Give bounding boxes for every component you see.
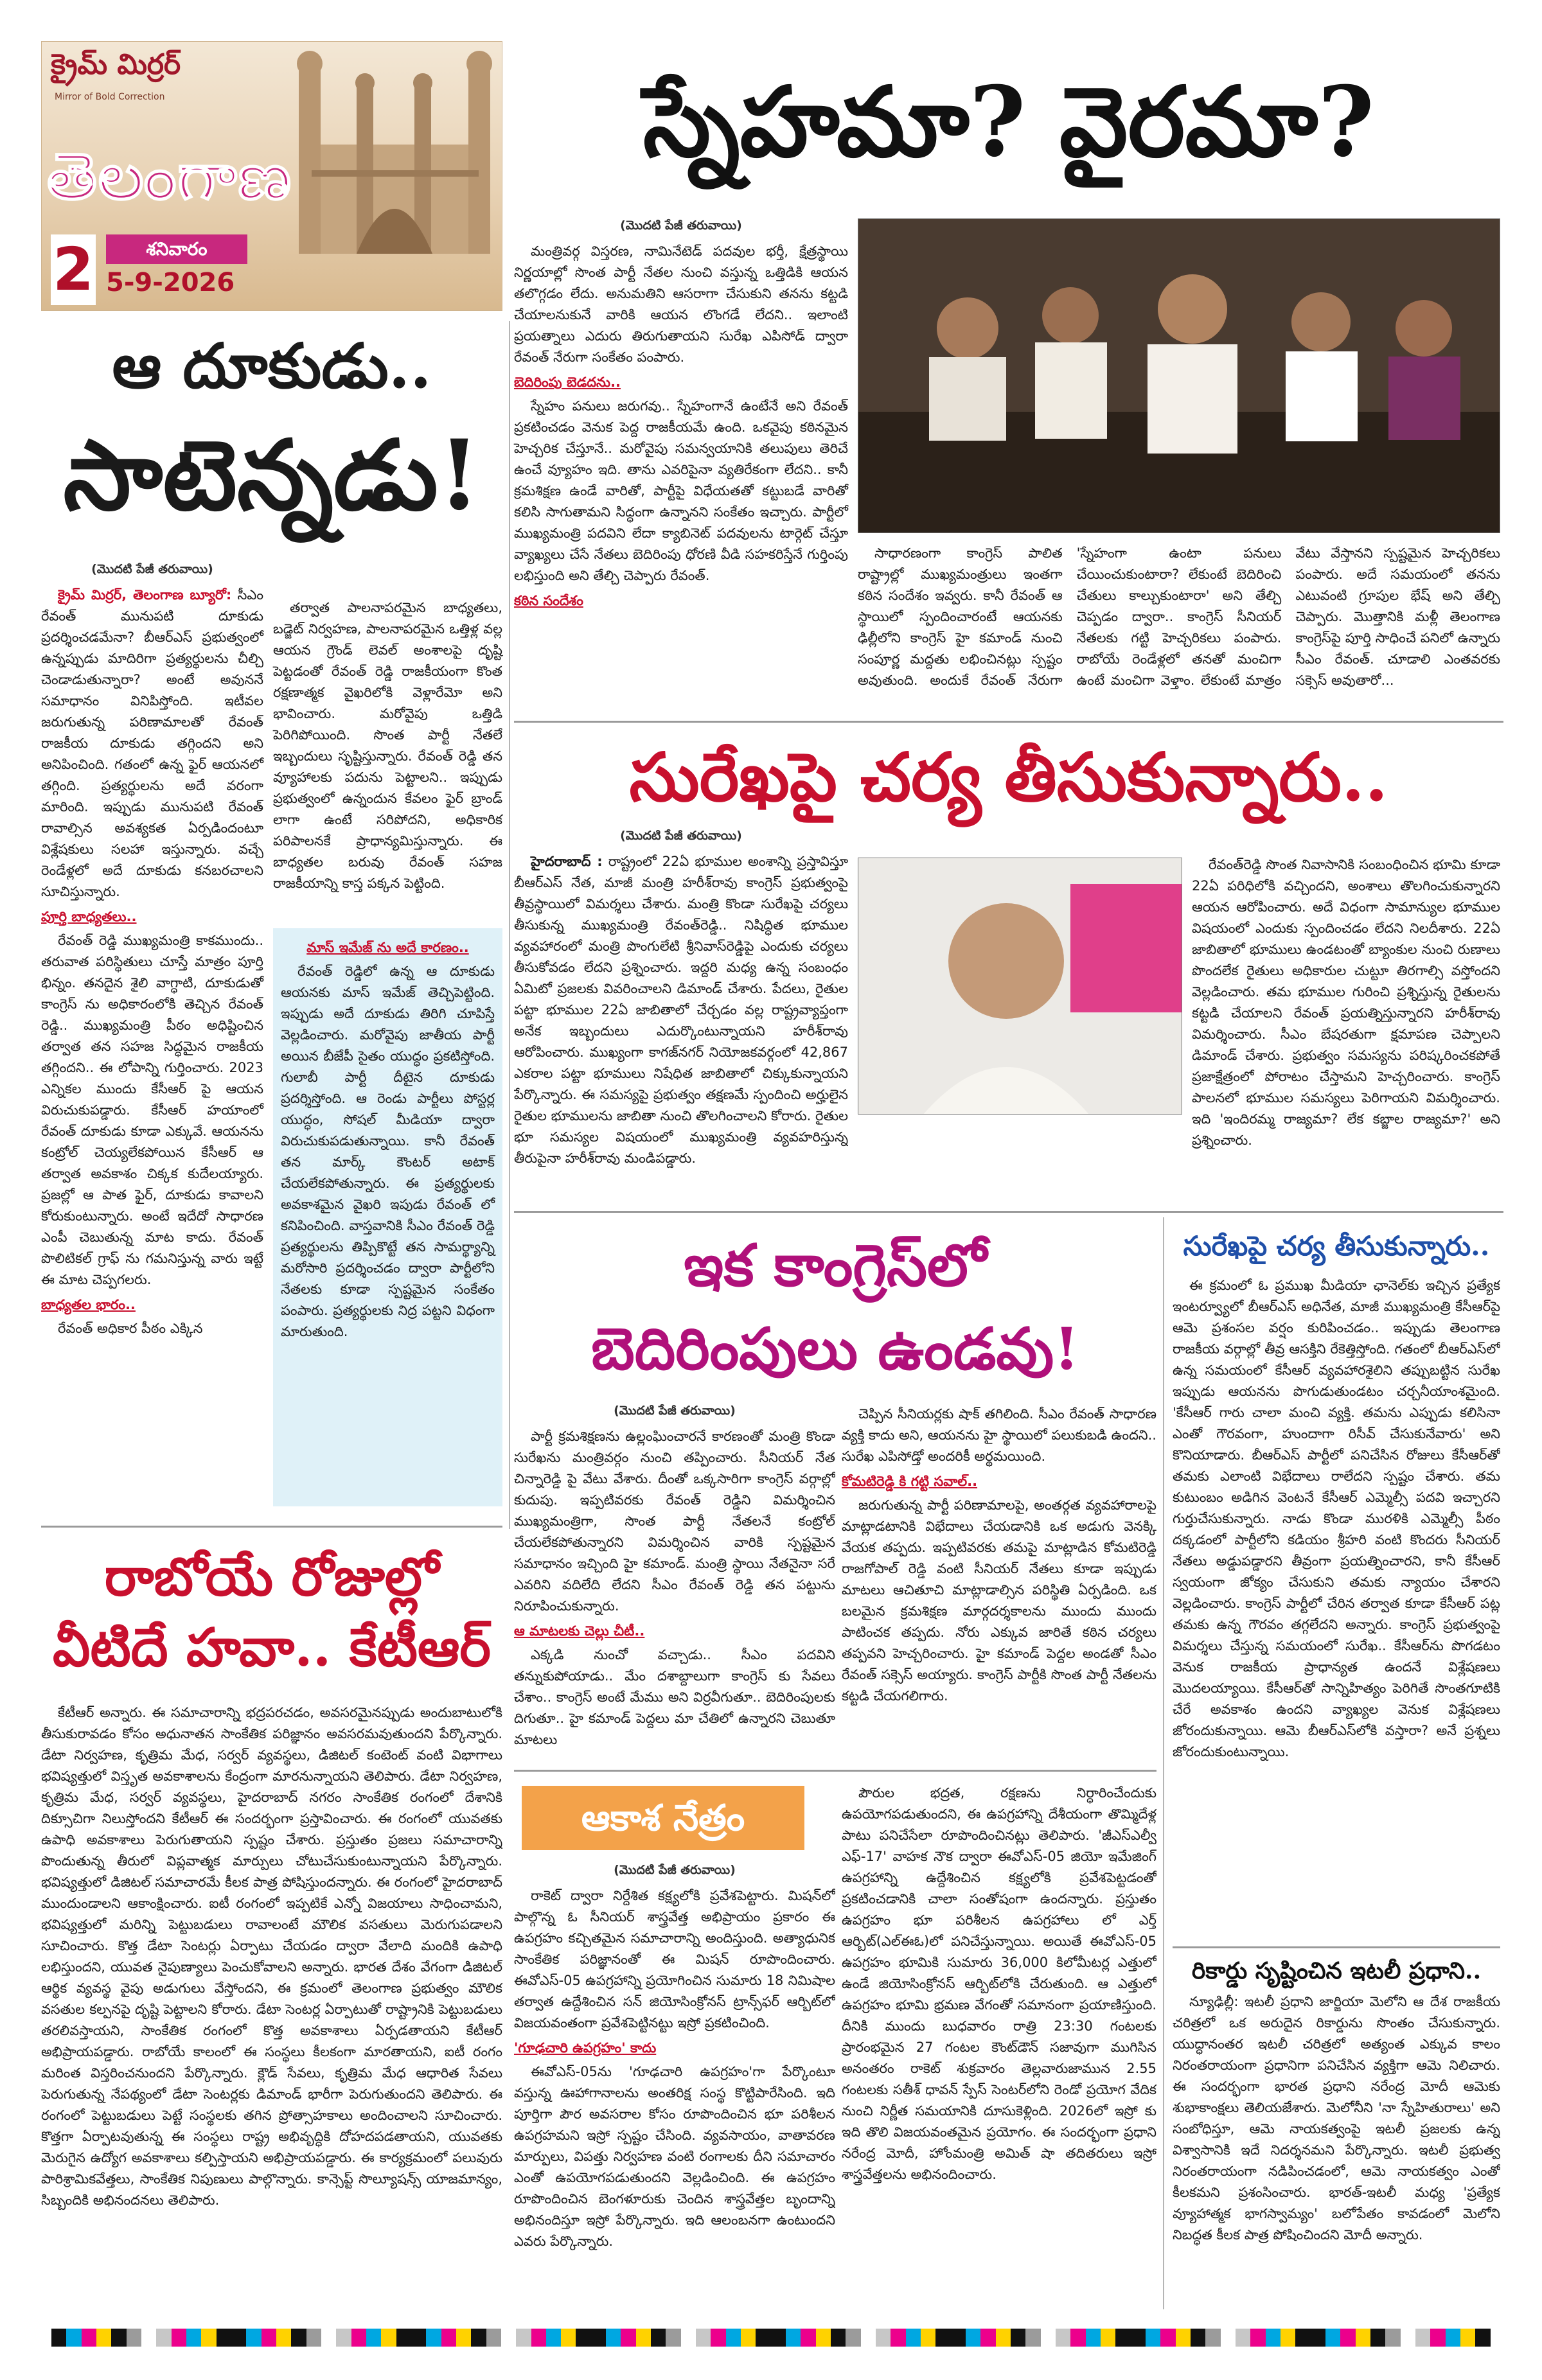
left-cont-tag: (మొదటి పేజీ తరువాయి) — [91, 562, 213, 576]
color-swatch — [156, 2329, 171, 2347]
harish-kcr-body — [1173, 1275, 1500, 1943]
color-swatch — [891, 2329, 905, 2347]
lead-cont-tag: (మొదటి పేజీ తరువాయి) — [620, 218, 742, 233]
color-swatch — [576, 2329, 590, 2347]
color-swatch — [801, 2329, 815, 2347]
congress-subhead: ఆ మాటలకు చెల్లు చీటీ.. — [514, 1623, 645, 1639]
color-swatch — [876, 2329, 891, 2347]
congress-cont-tag: (మొదటి పేజీ తరువాయి) — [614, 1404, 736, 1418]
color-swatch — [1356, 2329, 1370, 2347]
color-swatch — [172, 2329, 186, 2347]
color-swatch — [516, 2329, 531, 2347]
italy-headline: రికార్డు సృష్టించిన ఇటలీ ప్రధాని.. — [1191, 1957, 1482, 1984]
congress-paragraph: జరుగుతున్న పార్టీ పరిణామాలపై, అంతర్గత వ్యవహారాలపై మాట్లాడటానికి విభేదాలు చేయడానికి ఒక అడుగు వెనక్కి వేయక తప్పదు. ఇప్పటివరకు తమపై మాట్లాడిన కోమటిరెడ్డి రాజగోపాల్ రెడ్డి వంటి సీనియర్ నేతలు కూడా ఇప్పుడు మాటలు ఆచితూచి మాట్లాడాల్సిన పరిస్థితి ఏర్పడింది. ఒక బలమైన క్రమశిక్షణ మార్గదర్శకాలను ముందు ముందు పాటించక తప్పదు. నోరు ఎక్కువ జారితే కఠిన చర్యలు తప్పవని హెచ్చరించారు. హై కమాండ్ పెద్దల అండతో సీఎం రేవంత్ సక్సెస్ అయ్యారు. కాంగ్రెస్ పార్టీకి సొంత పార్టీ నేతలను కట్టడి చేయగలిగారు. — [842, 1497, 1156, 1704]
color-swatch — [1250, 2329, 1265, 2347]
akasa-paragraph: పౌరుల భద్రత, రక్షణను నిర్ధారించేందుకు ఉపయోగపడుతుందని, ఈ ఉపగ్రహాన్ని దేశీయంగా తొమ్మిదేళ్ల పాటు పనిచేసేలా రూపొందించినట్లు తెలిపారు. 'జీఎస్ఎల్వీ ఎఫ్-17' వాహక నౌక ద్వారా ఈవోఎస్-05 జియో ఇమేజింగ్ ఉపగ్రహాన్ని ఉద్దేశించిన కక్ష్యలోకి ప్రవేశపెట్టడంతో ప్రకటించడానికి చాలా సంతోషంగా ఉందన్నారు. ప్రస్తుతం ఉపగ్రహం భూ పరిశీలన ఉపగ్రహాలు లో ఎర్త్ ఆర్బిట్(ఎల్ఈఓ)లో పనిచేస్తున్నాయి. అయితే ఈవోఎస్-05 ఉపగ్రహం భూమికి సుమారు 36,000 కిలోమీటర్ల ఎత్తులో ఉండే జియోసింక్రోనస్ ఆర్బిట్‌లోకి చేరుతుంది. ఆ ఎత్తులో ఉపగ్రహం భూమి భ్రమణ వేగంతో సమానంగా ప్రయాణిస్తుంది. దీనికి ముందు బుధవారం రాత్రి 23:30 గంటలకు ప్రారంభమైన 27 గంటల కౌంట్‌డౌన్ సజావుగా ముగిసిన అనంతరం రాకెట్ శుక్రవారం తెల్లవారుజామున 2.55 గంటలకు సతీశ్ ధావన్ స్పేస్ సెంటర్‌లోని రెండో ప్రయోగ వేదిక నుంచి నిర్ణీత సమయానికి దూసుకెళ్లింది. 2026లో ఇస్రో కు ఇది తొలి విజయవంతమైన ప్రయోగం. ఈ సందర్భంగా ప్రధాని నరేంద్ర మోదీ, హోంమంత్రి అమిత్ షా తదితరులు ఇస్రో శాస్త్రవేత్తలను అభినందించారు. — [842, 1785, 1156, 2182]
color-swatch — [531, 2329, 546, 2347]
color-swatch — [980, 2329, 995, 2347]
color-swatch — [696, 2329, 711, 2347]
harish-photo — [858, 858, 1182, 1115]
lead-subhead: కఠిన సందేశం — [514, 593, 583, 608]
left-story-col2 — [273, 597, 502, 919]
surekha-col3 — [1192, 854, 1500, 1204]
day-label: శనివారం — [106, 234, 247, 264]
ktr-headline-1: రాబోయే రోజుల్లో — [104, 1546, 439, 1608]
color-swatch — [1236, 2329, 1250, 2347]
color-swatch — [1115, 2329, 1130, 2347]
color-swatch — [621, 2329, 635, 2347]
color-swatch — [246, 2329, 261, 2347]
color-swatch — [217, 2329, 231, 2347]
box-text — [281, 961, 495, 1343]
color-swatch — [786, 2329, 801, 2347]
color-swatch — [636, 2329, 651, 2347]
divider — [509, 321, 510, 1529]
color-swatch — [456, 2329, 471, 2347]
color-swatch — [321, 2329, 336, 2347]
color-swatch — [591, 2329, 606, 2347]
lead-photo — [858, 218, 1500, 533]
lead-story-body — [514, 218, 848, 713]
congress-headline-2: బెదిరింపులు ఉండవు! — [591, 1315, 1079, 1383]
date-label: 5-9-2026 — [106, 268, 235, 297]
color-swatch — [1191, 2329, 1205, 2347]
color-swatch — [441, 2329, 456, 2347]
ktr-headline-box — [41, 1542, 502, 1689]
surekha-paragraph: హైదరాబాద్ : రాష్ట్రంలో 22ఏ భూముల అంశాన్ని ప్రస్తావిస్తూ బీఆర్ఎస్ నేత, మాజీ మంత్రి హరీశ్‌రావు కాంగ్రెస్ ప్రభుత్వంపై తీవ్రస్థాయిలో విమర్శలు చేశారు. మంత్రి కొండా సురేఖపై చర్యలు తీసుకున్న ముఖ్యమంత్రి రేవంత్‌రెడ్డి.. నిషిద్ధిత భూముల వ్యవహారంలో మంత్రి పొంగులేటి శ్రీనివాస్‌రెడ్డిపై ఎందుకు చర్యలు తీసుకోవడం లేదని ప్రశ్నించారు. ఇద్దరి మధ్య ఉన్న సంబంధం ఏమిటో ప్రజలకు వివరించాలని డిమాండ్ చేశారు. పేదలు, రైతుల పట్టా భూముల 22ఏ జాబితాలో చేర్చడం వల్ల రాష్ట్రవ్యాప్తంగా అనేక ఇబ్బందులు ఎదుర్కొంటున్నాయని హరీశ్‌రావు ఆరోపించారు. ముఖ్యంగా కాగజ్‌నగర్ నియోజకవర్గంలో 42,867 ఎకరాల పట్టా భూములు నిషేధిత జాబితాలో చిక్కుకున్నాయని పేర్కొన్నారు. ఈ సమస్యపై ప్రభుత్వం తక్షణమే స్పందించి అర్హులైన రైతుల భూములను జాబితా నుంచి తొలగించాలని కోరారు. రైతుల భూ సమస్యల విషయంలో ముఖ్యమంత్రి వ్యవహరిస్తున్న తీరుపైనా హరీశ్‌రావు మండిపడ్డారు. — [514, 854, 848, 1166]
printer-color-bar — [51, 2329, 1491, 2347]
color-swatch — [846, 2329, 860, 2347]
left-paragraph: రేవంత్ అధికార పీఠం ఎక్కిన — [58, 1321, 203, 1336]
color-swatch — [1025, 2329, 1040, 2347]
surekha-col2 — [858, 1121, 1182, 1204]
color-swatch — [276, 2329, 291, 2347]
color-swatch — [561, 2329, 576, 2347]
color-swatch — [1160, 2329, 1175, 2347]
color-swatch — [51, 2329, 66, 2347]
color-swatch — [1340, 2329, 1355, 2347]
lead-text — [514, 241, 848, 612]
congress-subhead: కోమటిరెడ్డి కి గట్టి సవాల్.. — [842, 1474, 978, 1489]
congress-col1 — [514, 1404, 835, 1763]
color-swatch — [1475, 2329, 1490, 2347]
color-swatch — [1205, 2329, 1220, 2347]
color-swatch — [1281, 2329, 1295, 2347]
color-swatch — [1370, 2329, 1385, 2347]
color-swatch — [396, 2329, 411, 2347]
brand-logo: క్రైమ్ మిర్రర్ — [51, 48, 181, 81]
lead-paragraph: మంత్రివర్గ విస్తరణ, నామినేటెడ్ పదవుల భర్తీ, క్షేత్రస్థాయి నిర్ణయాల్లో సొంత పార్టీ నేతల నుంచి వస్తున్న ఒత్తిడికి ఆయన తలొగ్గడం లేదు. అనుమతిని ఆసరాగా చేసుకుని తనను కట్టడి చేయాలనుకునే వారికి ఆయన లొంగడే లేదని.. ఇలాంటి ప్రయత్నాలు ఎదురు తిరుగుతాయని సురేఖ ఎపిసోడ్ ద్వారా రేవంత్ నేరుగా సంకేతం పంపారు. — [514, 243, 848, 365]
color-swatch — [366, 2329, 381, 2347]
color-swatch — [546, 2329, 561, 2347]
page-number: 2 — [51, 234, 96, 305]
divider — [41, 1526, 502, 1528]
dateline: క్రైమ్ మిర్రర్, తెలంగాణ బ్యూరో: — [58, 587, 232, 603]
color-swatch — [291, 2329, 306, 2347]
color-swatch — [966, 2329, 980, 2347]
color-swatch — [996, 2329, 1011, 2347]
box-heading: మాస్ ఇమేజ్ ను అదే కారణం.. — [306, 940, 469, 955]
color-swatch — [741, 2329, 756, 2347]
brand-tagline: Mirror of Bold Correction — [55, 92, 165, 102]
box-paragraph: రేవంత్ రెడ్డిలో ఉన్న ఆ దూకుడు ఆయనకు మాస్ ఇమేజ్ తెచ్చిపెట్టింది. ఇప్పుడు అదే దూకుడు తిరిగి చూపిస్తే వెల్లడించారు. మరోవైపు జాతీయ పార్టీ అయిన బీజేపీ సైతం యుద్ధం ప్రకటిస్తోంది. గులాబీ పార్టీ దీటైన దూకుడు ప్రదర్శిస్తోంది. ఆ రెండు పార్టీలు పోస్టర్ల యుద్ధం, సోషల్ మీడియా ద్వారా విరుచుకుపడుతున్నాయి. కానీ రేవంత్ తన మార్క్ కౌంటర్ అటాక్ చేయలేకపోతున్నారు. ఈ ప్రత్యర్థులకు అవకాశమైన వైఖరి ఇపుడు రేవంత్ లో కనిపించింది. వాస్తవానికి సీఎం రేవంత్ రెడ్డి ప్రత్యర్థులను తిప్పికొట్టే తన సామర్థ్యాన్ని మరోసారి ప్రదర్శించడం ద్వారా పార్టీలోని నేతలకు కూడా స్పష్టమైన సంకేతం పంపారు. ప్రత్యర్థులకు నిద్ర పట్టని విధంగా మారుతుంది. — [281, 964, 495, 1339]
color-swatch — [726, 2329, 741, 2347]
color-swatch — [771, 2329, 786, 2347]
color-swatch — [1086, 2329, 1101, 2347]
lead-paragraph: స్నేహం పనులు జరుగవు.. స్నేహంగానే ఉంటేనే అని రేవంత్ ప్రకటించడం వెనుక పెద్ద రాజకీయమే ఉంది. ఒకవైపు కఠినమైన హెచ్చరిక చేస్తూనే.. మరోవైపు సమన్వయానికి తలుపులు తెరిచే ఉంచే వ్యూహం ఇది. తాను ఎవరిపైనా వ్యతిరేకంగా లేదని.. కానీ క్రమశిక్షణ ఉండే వారితో, పార్టీపై విధేయతతో కట్టుబడే వారితో కలిసి సాగుతామని సిద్ధంగా ఉన్నానని సంకేతం ఇచ్చారు. పార్టీలో ముఖ్యమంత్రి పదవిని లేదా క్యాబినెట్ పదవులను టార్గెట్ చేస్తూ వ్యాఖ్యలు చేసే నేతలు బెదిరింపు ధోరణి వీడి సహకరిస్తేనే గుర్తింపు లభిస్తుంది అని తేల్చి చెప్పారు రేవంత్. — [514, 398, 848, 583]
color-swatch — [651, 2329, 666, 2347]
color-swatch — [201, 2329, 216, 2347]
left-text — [41, 585, 263, 1339]
color-swatches — [51, 2329, 1491, 2347]
color-swatch — [261, 2329, 276, 2347]
color-swatch — [471, 2329, 486, 2347]
left-subhead: పూర్తి బాధ్యతలు.. — [41, 909, 137, 924]
congress-headline-1: ఇక కాంగ్రెస్‌లో — [684, 1231, 987, 1300]
section-title: తెలంగాణ — [47, 138, 293, 214]
color-swatch — [96, 2329, 111, 2347]
meeting-photo-illustration — [858, 219, 1500, 533]
congress-paragraph: పార్టీ క్రమశిక్షణను ఉల్లంఘించారనే కారణంతో మంత్రి కొండా సురేఖను మంత్రివర్గం నుంచి తప్పించారు. సీనియర్ నేత చిన్నారెడ్డి పై వేటు వేశారు. దీంతో ఒక్కసారిగా కాంగ్రెస్ వర్గాల్లో కుదుపు. ఇప్పటివరకు రేవంత్ రెడ్డిని విమర్శించిన ముఖ్యమంత్రిగా, సొంత పార్టీ నేతలనే కంట్రోల్ చేయలేకపోతున్నారని విమర్శించిన వారికి స్పష్టమైన సమాధానం ఇచ్చింది హై కమాండ్. మంత్రి స్థాయి నేతనైనా సరే ఎవరిని వదిలేది లేదని సీఎం రేవంత్ రెడ్డి తన పట్టును నిరూపించుకున్నారు. — [514, 1429, 835, 1614]
color-swatch — [1176, 2329, 1191, 2347]
color-swatch — [1101, 2329, 1115, 2347]
color-swatch — [756, 2329, 770, 2347]
akasa-paragraph: రాకెట్ ద్వారా నిర్దేశిత కక్ష్యలోకి ప్రవేశపెట్టారు. మిషన్‌లో పాల్గొన్న ఓ సీనియర్ శాస్త్రవేత్త అభిప్రాయం ప్రకారం ఈ ఉపగ్రహం కచ్చితమైన సమాచారాన్ని అందిస్తుంది. అత్యాధునిక సాంకేతిక పరిజ్ఞానంతో ఈ మిషన్ రూపొందించారు. ఈవోఎస్-05 ఉపగ్రహాన్ని ప్రయోగించిన సుమారు 18 నిమిషాల తర్వాత ఉద్దేశించిన సన్ జియోసింక్రోనస్ ట్రాన్స్‌ఫర్ ఆర్బిట్‌లో విజయవంతంగా ప్రవేశపెట్టినట్టు ఇస్రో ప్రకటించింది. — [514, 1888, 835, 2031]
color-swatch — [681, 2329, 696, 2347]
akasa-subhead: 'గూఢచారి ఉపగ్రహం' కాదు — [514, 2040, 657, 2056]
color-swatch — [666, 2329, 680, 2347]
akasa-paragraph: ఈవోఎస్-05ను 'గూఢచారి ఉపగ్రహం'గా పేర్కొంటూ వస్తున్న ఊహాగానాలను అంతరిక్ష సంస్థ కొట్టిపారేసింది. ఇది పూర్తిగా పౌర అవసరాల కోసం రూపొందించిన భూ పరిశీలన ఉపగ్రహమని ఇస్రో స్పష్టం చేసింది. వ్యవసాయం, వాతావరణ మార్పులు, విపత్తు నిర్వహణ వంటి రంగాలకు దీని సమాచారం ఎంతో ఉపయోగపడుతుందని వెల్లడించింది. ఈ ఉపగ్రహం రూపొందించిన బెంగళూరుకు చెందిన శాస్త్రవేత్తల బృందాన్ని అభినందిస్తూ ఇస్రో పేర్కొన్నారు. ఇది ఆలంబనగా ఉంటుందని ఎవరు పేర్కొన్నారు. — [514, 2064, 835, 2249]
color-swatch — [1401, 2329, 1415, 2347]
lead-headline: స్నేహమా? వైరమా? — [642, 66, 1375, 179]
left-paragraph: తర్వాత పాలనాపరమైన బాధ్యతలు, బడ్జెట్ నిర్వహణ, పాలనాపరమైన ఒత్తిళ్ల వల్ల ఆయన గ్రౌండ్ లెవల్ అంశాలపై దృష్టి పెట్టడంతో రేవంత్ రెడ్డి రాజకీయంగా కొంత రక్షణాత్మక వైఖరిలోకి వెళ్లారేమో అని భావించారు. మరోవైపు ఒత్తిడి పెరిగిపోయింది. సొంత పార్టీ నేతలే ఇబ్బందులు సృష్టిస్తున్నారు. రేవంత్ రెడ్డి తన వ్యూహాలకు పదును పెట్టాలని.. ఇప్పుడు ప్రభుత్వంలో ఉన్నందున కేవలం ఫైర్ బ్రాండ్ లాగా ఉంటే సరిపోదని, అధికారిక పరిపాలనకే ప్రాధాన్యమిస్తున్నారు. ఈ బాధ్యతల బరువు రేవంత్ సహజ రాజకీయాన్ని కాస్త పక్కన పెట్టింది. — [273, 600, 502, 891]
dateline: హైదరాబాద్ : — [531, 854, 603, 869]
ktr-paragraph: కేటీఆర్ అన్నారు. ఈ సమాచారాన్ని భద్రపరచడం, అవసరమైనప్పుడు అందుబాటులోకి తీసుకురావడం కోసం అధునాతన సాంకేతిక పరిజ్ఞానం అవసరమవుతుందని పేర్కొన్నారు. డేటా నిర్వహణ, కృత్రిమ మేధ, సర్వర్ వ్యవస్థలు, డిజిటల్ కంటెంట్ వంటి విభాగాలు భవిష్యత్తులో విస్తృత అవకాశాలను కేంద్రంగా మారనున్నాయని తెలిపారు. డేటా నిర్వహణ, కృత్రిమ మేధ, సర్వర్ వ్యవస్థలు, హైదరాబాద్ నగరం సాంకేతిక రంగంలో దేశానికి దిక్సూచిగా నిలుస్తోందని కేటీఆర్ ఈ సందర్భంగా ప్రస్తావించారు. ఈ రంగంలో యువతకు ఉపాధి అవకాశాలు పెరుగుతాయని స్పష్టం చేశారు. ప్రస్తుతం ప్రజలు సమాచారాన్ని పొందుతున్న తీరులో విప్లవాత్మక మార్పులు చోటుచేసుకుంటున్నాయని పేర్కొన్నారు. భవిష్యత్తులో డిజిటల్ సమాచారమే కీలక పాత్ర పోషిస్తుందన్నారు. ఈ రంగంలో హైదరాబాద్ ముందుండాలని ఆకాంక్షించారు. ఐటీ రంగంలో ఇప్పటికే ఎన్నో విజయాలు సాధించామని, భవిష్యత్తులో మరిన్ని పెట్టుబడులు రావాలంటే మౌలిక వసతులు మెరుగుపడాలని సూచించారు. కొత్త డేటా సెంటర్లు ఏర్పాటు చేయడం ద్వారా వేలాది మందికి ఉపాధి లభిస్తుందని, యువత నైపుణ్యాలు పెంచుకోవాలని అన్నారు. భారత దేశం వేగంగా డిజిటల్ ఆర్థిక వ్యవస్థ వైపు అడుగులు వేస్తోందని, ఈ క్రమంలో తెలంగాణ ప్రభుత్వం మౌలిక వసతుల కల్పనపై దృష్టి పెట్టాలని కోరారు. డేటా సెంటర్ల ఏర్పాటుతో రాష్ట్రానికి పెట్టుబడులు తరలివస్తాయని, సాంకేతిక రంగంలో కొత్త అవకాశాలు ఏర్పడతాయని కేటీఆర్ అభిప్రాయపడ్డారు. రాబోయే కాలంలో ఈ సంస్థలు కీలకంగా మారతాయని, ఐటీ రంగం మరింత విస్తరించనుందని పేర్కొన్నారు. క్లౌడ్ సేవలు, కృత్రిమ మేధ ఆధారిత సేవలు పెరుగుతున్న నేపథ్యంలో డేటా సెంటర్లకు డిమాండ్ భారీగా పెరుగుతుందని తెలిపారు. ఈ రంగంలో పెట్టుబడులు పెట్టే సంస్థలకు తగిన ప్రోత్సాహకాలు అందించాలని సూచించారు. కొత్తగా ఏర్పాటవుతున్న ఈ సంస్థలు రాష్ట్ర అభివృద్ధికి దోహదపడతాయని, యువతకు మెరుగైన ఉద్యోగ అవకాశాలు కల్పిస్తాయని అభిప్రాయపడ్డారు. ఈ కార్యక్రమంలో పలువురు పారిశ్రామికవేత్తలు, సాంకేతిక నిపుణులు పాల్గొన్నారు. కాన్సెప్ట్ సొల్యూషన్స్ యాజమాన్యం, సిబ్బందికి అభినందనలు తెలిపారు. — [41, 1705, 502, 2208]
divider — [1173, 1946, 1500, 1948]
color-swatch — [127, 2329, 141, 2347]
divider — [1163, 1217, 1164, 2309]
color-swatch — [1415, 2329, 1430, 2347]
harish-kcr-headline: సురేఖపై చర్య తీసుకున్నారు.. — [1183, 1230, 1490, 1262]
color-swatch — [1430, 2329, 1445, 2347]
color-swatch — [816, 2329, 831, 2347]
surekha-headline: సురేఖపై చర్య తీసుకున్నారు.. — [629, 737, 1388, 816]
color-swatch — [951, 2329, 966, 2347]
left-headline-1: ఆ దూకుడు.. — [112, 330, 432, 402]
color-swatch — [1056, 2329, 1070, 2347]
akasa-banner: ఆకాశ నేత్రం — [522, 1786, 804, 1850]
color-swatch — [921, 2329, 935, 2347]
color-swatch — [711, 2329, 725, 2347]
color-swatch — [1146, 2329, 1160, 2347]
color-swatch — [1041, 2329, 1056, 2347]
harish-kcr-paragraph: ఈ క్రమంలో ఓ ప్రముఖ మీడియా ఛానెల్‌కు ఇచ్చిన ప్రత్యేక ఇంటర్వ్యూలో బీఆర్ఎస్ అధినేత, మాజీ ముఖ్యమంత్రి కేసీఆర్‌పై ఆమె ప్రశంసల వర్షం కురిపించడం.. ఇప్పుడు తెలంగాణ రాజకీయ వర్గాల్లో తీవ్ర ఆసక్తిని రేకెత్తిస్తోంది. గతంలో బీఆర్ఎస్‌లో ఉన్న సమయంలో కేసీఆర్ వ్యవహారశైలిని తప్పుబట్టిన సురేఖ ఇప్పుడు ఆయనను పొగుడుతుండటం చర్చనీయాంశమైంది. 'కేసీఆర్ గారు చాలా మంచి వ్యక్తి. తమను ఎప్పుడు కలిసినా ఎంతో గౌరవంగా, హుందాగా రిసీవ్ చేసుకునేవారు' అని కొనియాడారు. బీఆర్ఎస్ పార్టీలో పనిచేసిన రోజులు కేసీఆర్‌తో తమకు ఎలాంటి విభేదాలు రాలేదని స్పష్టం చేశారు. తమ కుటుంబం అడిగిన వెంటనే కేసీఆర్ ఎమ్మెల్సీ పదవి ఇచ్చారని గుర్తుచేసుకున్నారు. నాడు కొండా మురళికి ఎమ్మెల్సీ పీఠం దక్కడంలో పార్టీలోని కడియం శ్రీహరి వంటి కొందరు సీనియర్ నేతలు అడ్డుపడ్డారని తీవ్రంగా ప్రయత్నించారని, కానీ కేసీఆర్ స్వయంగా జోక్యం చేసుకుని తమకు న్యాయం చేశారని వెల్లడించారు. కాంగ్రెస్ పార్టీలో చేరిన తర్వాత కూడా కేసీఆర్ పట్ల తమకు ఉన్న గౌరవం తగ్గలేదని అన్నారు. కాంగ్రెస్ ప్రభుత్వంపై విమర్శలు చేస్తున్న సమయంలో సురేఖ.. కేసీఆర్‌ను పొగడటం వెనుక రాజకీయ ప్రాధాన్యత ఉందనే విశ్లేషణలు మొదలయ్యాయి. కేసీఆర్‌తో సాన్నిహిత్యం పెరిగితే సొంతగూటికి చేరే అవకాశం ఉందని వ్యాఖ్యల వెనుక విశ్లేషణలు జోరందుకున్నాయి. ఆమె బీఆర్ఎస్‌లోకి వస్తారా? అనే ప్రశ్నలు జోరందుకుంటున్నాయి. — [1173, 1278, 1500, 1759]
italy-paragraph: న్యూఢిల్లీ: ఇటలీ ప్రధాని జార్జియా మెలోని ఆ దేశ రాజకీయ చరిత్రలో ఒక అరుదైన రికార్డును సొంతం చేసుకున్నారు. యుద్ధానంతర ఇటలీ చరిత్రలో అత్యంత ఎక్కువ కాలం నిరంతరాయంగా ప్రధానిగా పనిచేసిన వ్యక్తిగా ఆమె నిలిచారు. ఈ సందర్భంగా భారత ప్రధాని నరేంద్ర మోదీ ఆమెకు శుభాకాంక్షలు తెలియజేశారు. మెలోనీని 'నా స్నేహితురాలు' అని సంబోధిస్తూ, ఆమె నాయకత్వంపై ఇటలీ ప్రజలకు ఉన్న విశ్వాసానికి ఇదే నిదర్శనమని పేర్కొన్నారు. ఇటలీ ప్రభుత్వ నిరంతరాయంగా నడిపించడంలో, ఆమె నాయకత్వం ఎంతో కీలకమని ప్రశంసించారు. భారత్-ఇటలీ మధ్య 'ప్రత్యేక వ్యూహాత్మక భాగస్వామ్యం' బలోపేతం కావడంలో మెలోని నిబద్ధత కీలక పాత్ర పోషించిందని మోదీ అన్నారు. — [1173, 1994, 1500, 2243]
color-swatch — [351, 2329, 366, 2347]
surekha-text — [514, 851, 848, 1198]
congress-text — [514, 1426, 835, 1754]
color-swatch — [1011, 2329, 1025, 2347]
left-side-box — [273, 928, 502, 1506]
color-swatch — [1266, 2329, 1281, 2347]
portrait-illustration — [858, 858, 1182, 1115]
congress-col2 — [842, 1404, 1156, 1763]
lead-subhead: బెదిరింపు బెడదను.. — [514, 375, 621, 390]
surekha-paragraph: రేవంత్‌రెడ్డి సొంత నివాసానికి సంబంధించిన భూమి కూడా 22ఏ పరిధిలోకి వచ్చిందని, అంశాలు తొలగించుకున్నారని ఆయన ఆరోపించారు. అదే విధంగా సామాన్యుల భూముల విషయంలో ఎందుకు స్పందించడం లేదని నిలదీశారు. 22ఏ జాబితాలో భూములు ఉండటంతో బ్యాంకుల నుంచి రుణాలు పొందలేక రైతులు అధికారుల చుట్టూ తిరగాల్సి వస్తోందని వెల్లడించారు. తమ భూముల గురించి ప్రశ్నిస్తున్న రైతులను కట్టడి చేయాలని రేవంత్ ప్రయత్నిస్తున్నారని హరీశ్‌రావు విమర్శించారు. సీఎం బేషరతుగా క్షమాపణ చెప్పాలని డిమాండ్ చేశారు. ప్రభుత్వం సమస్యను పరిష్కరించకపోతే ప్రజాక్షేత్రంలో పోరాటం చేస్తామని హెచ్చరించారు. కాంగ్రెస్ పాలనలో భూముల సమస్యలు పెరిగాయని విమర్శించారు. ఇది 'ఇందిరమ్మ రాజ్యమా? లేక కబ్జాల రాజ్యమా?' అని ప్రశ్నించారు. — [1192, 857, 1500, 1148]
akasa-cont-tag: (మొదటి పేజీ తరువాయి) — [614, 1863, 736, 1877]
color-swatch — [186, 2329, 201, 2347]
divider — [514, 1770, 1156, 1772]
color-swatch — [906, 2329, 921, 2347]
color-swatch — [831, 2329, 846, 2347]
color-swatch — [82, 2329, 96, 2347]
ktr-headline-2: వీటిదే హవా.. కేటీఆర్ — [53, 1617, 491, 1679]
color-swatch — [486, 2329, 501, 2347]
color-swatch — [111, 2329, 126, 2347]
surekha-col1 — [514, 829, 848, 1201]
color-swatch — [306, 2329, 321, 2347]
akasa-text — [514, 1885, 835, 2303]
color-swatch — [1446, 2329, 1460, 2347]
ktr-body — [41, 1702, 502, 2306]
color-swatch — [935, 2329, 950, 2347]
lead-story-continued — [858, 543, 1500, 716]
left-headline-2: సాటెన్నడు! — [63, 419, 481, 532]
left-story-col1 — [41, 562, 263, 1506]
color-swatch — [1460, 2329, 1475, 2347]
congress-paragraph: ఎక్కడి నుంచో వచ్చాడు.. సీఎం పదవిని తన్నుకుపోయాడు.. మేం దశాబ్దాలుగా కాంగ్రెస్ కు సేవలు చేశాం.. కాంగ్రెస్ అంటే మేము అని విర్రవీగుతూ.. బెదిరింపులకు దిగుతూ.. హై కమాండ్ పెద్దలు మా చేతిలో ఉన్నారని చెబుతూ మాటలు — [514, 1647, 835, 1747]
color-swatch — [141, 2329, 156, 2347]
color-swatch — [1131, 2329, 1146, 2347]
color-swatch — [336, 2329, 351, 2347]
akasa-col1 — [514, 1863, 835, 2306]
color-swatch — [1325, 2329, 1340, 2347]
color-swatch — [1385, 2329, 1400, 2347]
left-paragraph: క్రైమ్ మిర్రర్, తెలంగాణ బ్యూరో: సీఎం రేవంత్ మునుపటి దూకుడు ప్రదర్శించడమేనా? బీఆర్ఎస్ ప్రభుత్వంలో ఉన్నప్పుడు మాదిరిగా ప్రత్యర్థులను చీల్చి చెండాడుతున్నారా? అంటే అవుననే సమాధానం వినిపిస్తోంది. ఇటీవల జరుగుతున్న పరిణామాలతో రేవంత్ రాజకీయ దూకుడు తగ్గిందని అని అనిపించింది. గతంలో ఉన్న ఫైర్ ఆయనలో తగ్గింది. ప్రత్యర్థులను అదే వరంగా మారింది. ఇప్పుడు మునుపటి రేవంత్ రావాల్సిన అవశ్యకత ఏర్పడిందంటూ విశ్లేషకులు సలహా ఇస్తున్నారు. వచ్చే రెండేళ్లలో అదే దూకుడు కనబరచాలని సూచిస్తున్నారు. — [41, 587, 263, 899]
congress-paragraph: చెప్పిన సీనియర్లకు షాక్ తగిలింది. సీఎం రేవంత్ సాధారణ వ్యక్తి కాదు అని, ఆయనను హై స్థాయిలో పలుకుబడి ఉందని.. సురేఖ ఎపిసోడ్తో అందరికీ అర్థమయింది. — [842, 1406, 1156, 1464]
color-swatch — [861, 2329, 876, 2347]
divider — [514, 1211, 1503, 1213]
color-swatch — [501, 2329, 516, 2347]
color-swatch — [381, 2329, 396, 2347]
akasa-col2 — [842, 1783, 1156, 2306]
color-swatch — [426, 2329, 441, 2347]
italy-body — [1173, 1991, 1500, 2306]
color-swatch — [1311, 2329, 1325, 2347]
color-swatch — [411, 2329, 426, 2347]
color-swatch — [1295, 2329, 1310, 2347]
left-paragraph: రేవంత్ రెడ్డి ముఖ్యమంత్రి కాకముందు.. తరువాత పరిస్థితులు చూస్తే మాత్రం పూర్తి భిన్నం. తనదైన శైలి వాగ్ధాటి, దూకుడుతో కాంగ్రెస్ ను అధికారంలోకి తెచ్చిన రేవంత్ రెడ్డి.. ముఖ్యమంత్రి పీఠం అధిష్టించిన తర్వాత తన సహజ సిద్ధమైన రాజకీయ తగ్గిందని.. ఈ లోపాన్ని గుర్తించారు. 2023 ఎన్నికల ముందు కేసీఆర్ పై ఆయన విరుచుకుపడ్డారు. కేసీఆర్ హయాంలో రేవంత్ దూకుడు కూడా ఎక్కువే. ఆయనను కంట్రోల్ చెయ్యలేకపోయిన కేసీఆర్ ఆ తర్వాత అవకాశం చిక్కక కుదేలయ్యారు. ప్రజల్లో ఆ పాత ఫైర్, దూకుడు కావాలని కోరుకుంటున్నారు. అంటే ఇదేదో సాధారణ ఎంపీ చెబుతున్న మాట కాదు. రేవంత్ పొలిటికల్ గ్రాఫ్ ను గమనిస్తున్న వారు ఇట్టే ఈ మాట చెప్పగలరు. — [41, 933, 263, 1287]
lead-paragraph: సాధారణంగా కాంగ్రెస్ పాలిత రాష్ట్రాల్లో ముఖ్యమంత్రులు ఇంతగా కఠిన సందేశం ఇవ్వరు. కానీ రేవంత్ ఆ స్థాయిలో స్పందించారంటే ఆయనకు ఢిల్లీలోని కాంగ్రెస్ హై కమాండ్ నుంచి సంపూర్ణ మద్దతు లభించినట్లు స్పష్టం అవుతుంది. అందుకే రేవంత్ నేరుగా 'స్నేహంగా ఉంటా పనులు చేయించుకుంటారా? లేకుంటే బెదిరించి చేతులు కాల్చుకుంటారా' అని తేల్చి చెప్పడం ద్వారా.. కాంగ్రెస్ సీనియర్ నేతలకు గట్టి హెచ్చరికలు పంపారు. రాబోయే రెండేళ్లలో తనతో మంచిగా ఉంటే మంచిగా వెళ్తాం. లేకుంటే మాత్రం వేటు వేస్తానని స్పష్టమైన హెచ్చరికలు పంపారు. అదే సమయంలో తనను ఎటువంటి గ్రూపుల భేష్ అని తేల్చి చెప్పారు. మొత్తానికి మళ్లీ తెలంగాణ కాంగ్రెస్‌పై పూర్తి సాధించే పనిలో ఉన్నారు సీఎం రేవంత్. చూడాలి ఎంతవరకు సక్సెస్ అవుతారో... — [858, 545, 1500, 688]
color-swatch — [1070, 2329, 1085, 2347]
color-swatch — [231, 2329, 246, 2347]
divider — [514, 721, 1503, 723]
color-swatch — [1221, 2329, 1236, 2347]
color-swatch — [66, 2329, 81, 2347]
left-subhead: బాధ్యతల భారం.. — [41, 1297, 136, 1312]
color-swatch — [606, 2329, 621, 2347]
masthead — [41, 41, 502, 311]
surekha-cont-tag: (మొదటి పేజీ తరువాయి) — [620, 829, 742, 843]
